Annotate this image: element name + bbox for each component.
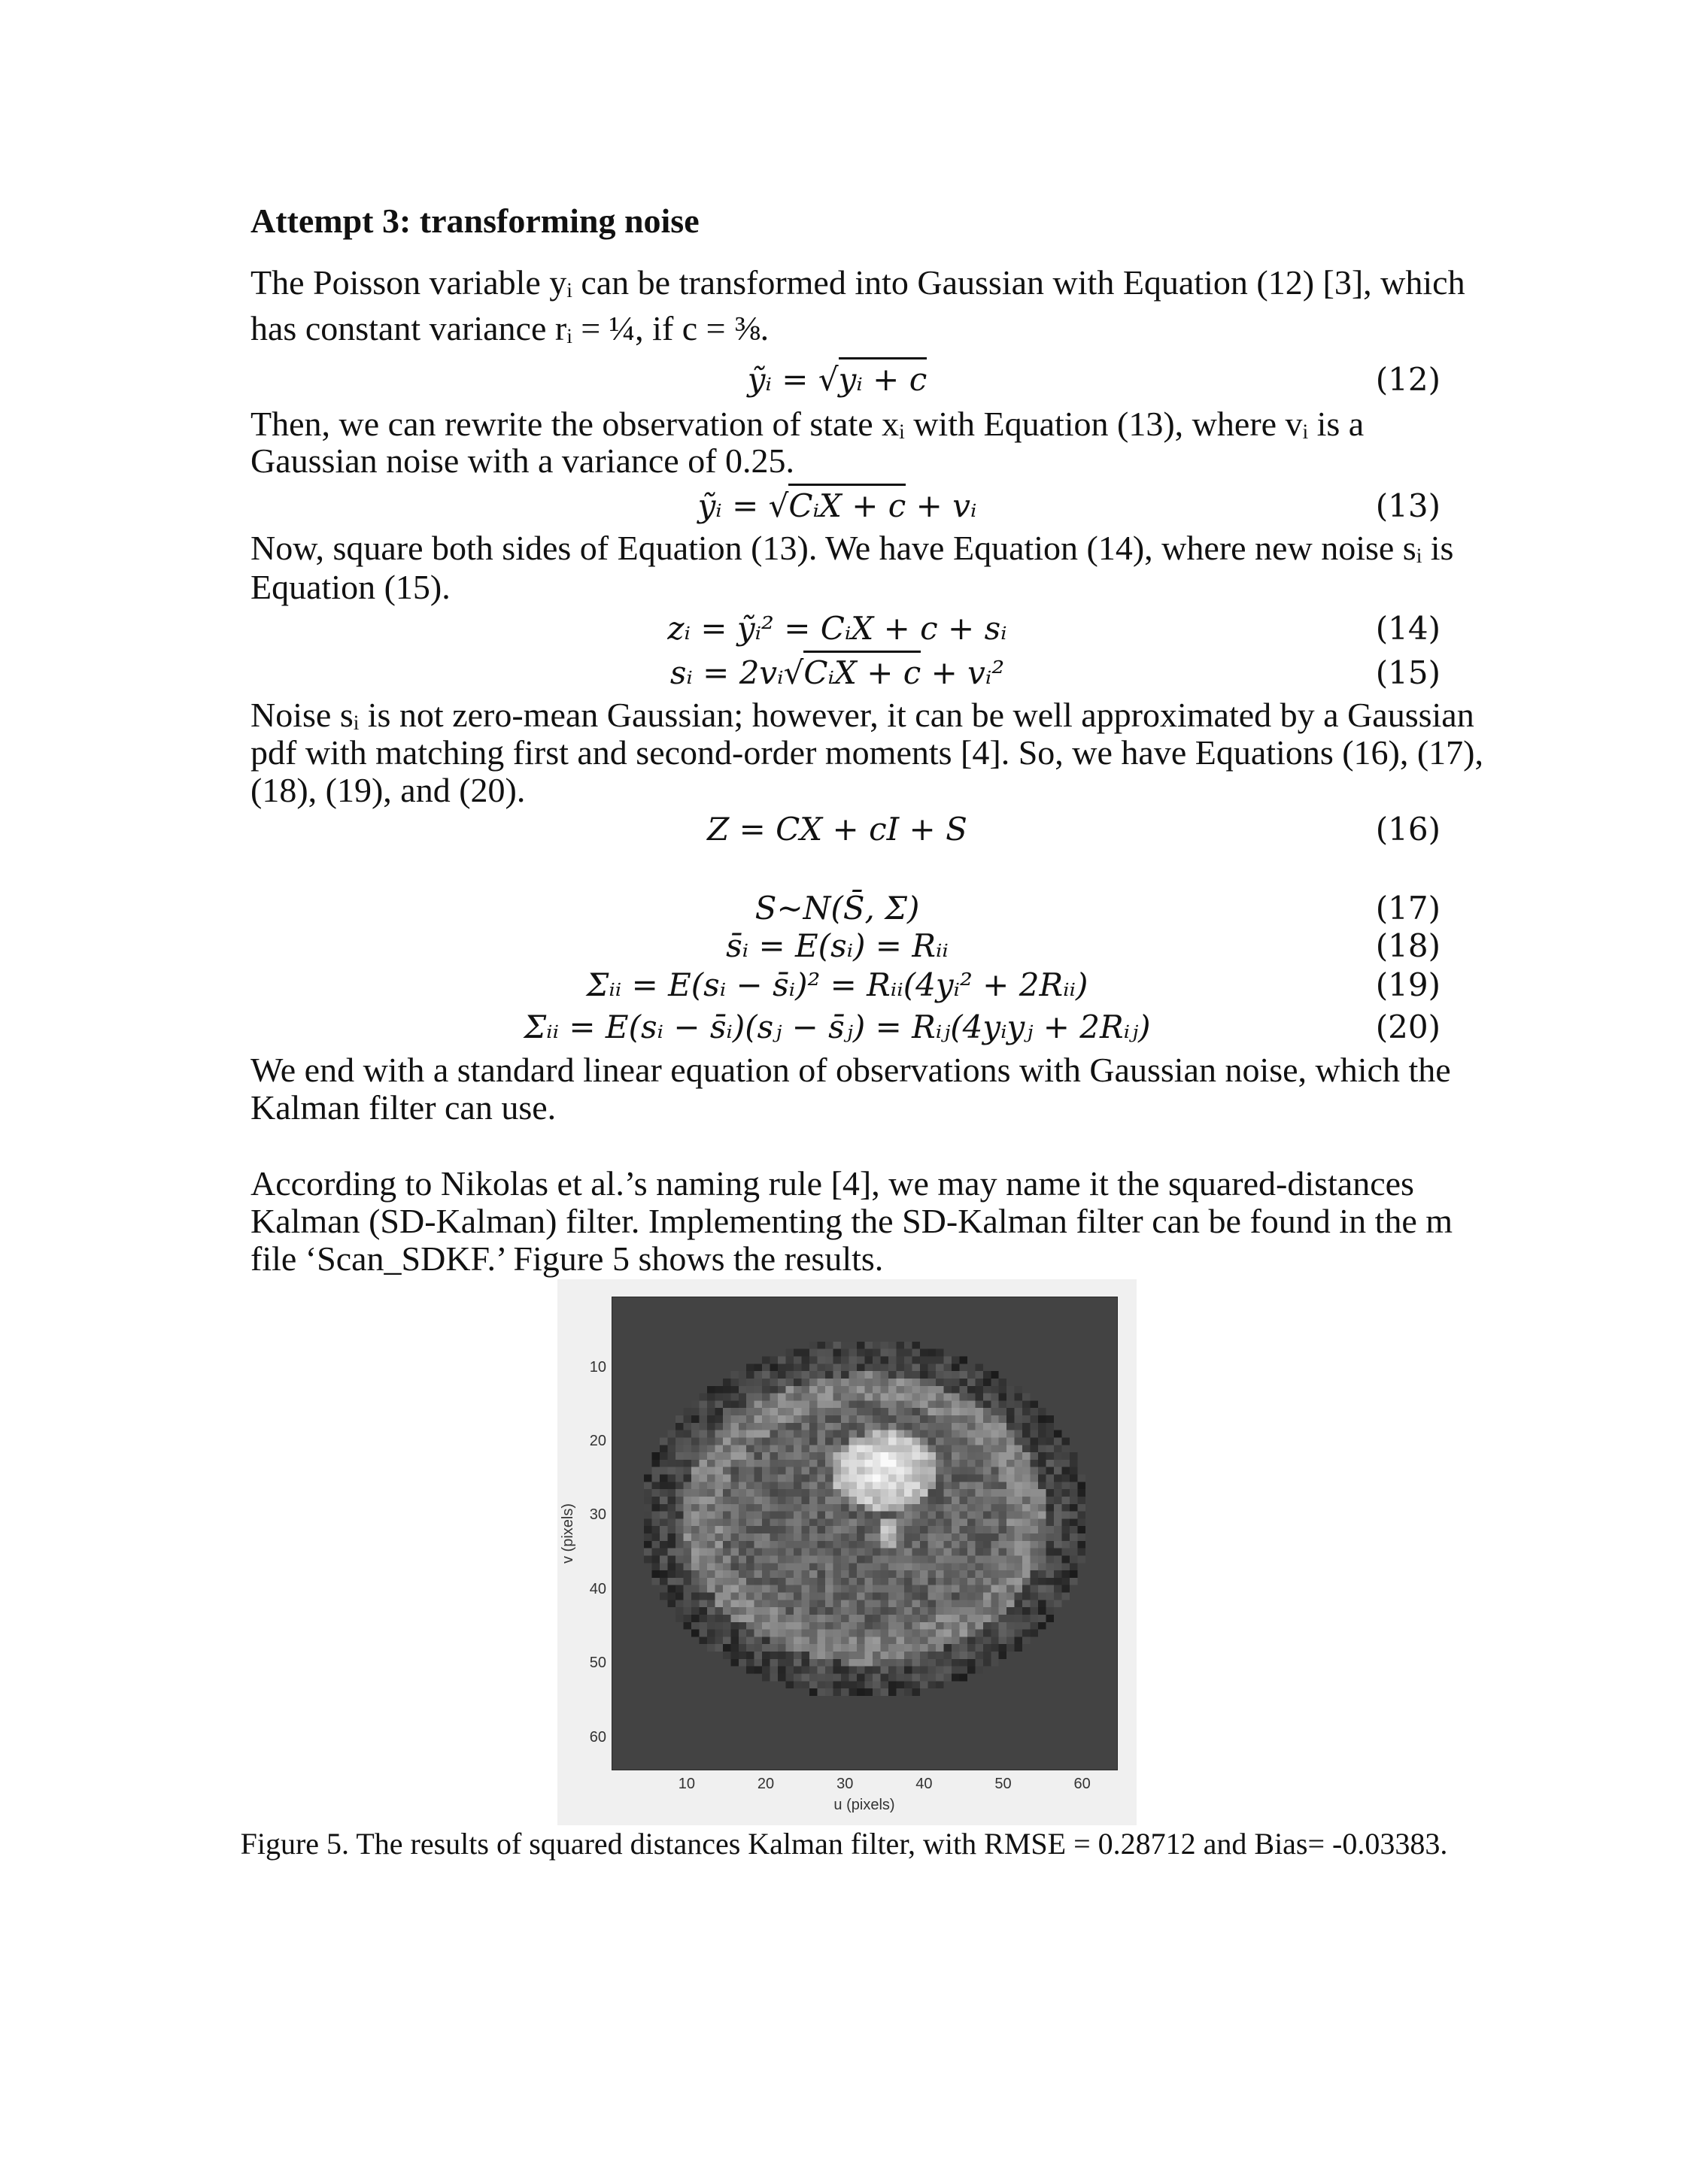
paragraph-line: We end with a standard linear equation of observations with Gaussian noise, which the	[250, 1051, 1451, 1089]
equation-number: (20)	[1375, 1009, 1441, 1045]
equation-number: (15)	[1375, 654, 1441, 691]
y-tick-label: 30	[589, 1506, 606, 1524]
equation-15	[250, 656, 1441, 690]
equation-part: ỹᵢ = √	[747, 361, 839, 398]
equation-body	[348, 362, 1326, 397]
equation-body	[348, 812, 1326, 847]
paragraph-line: Gaussian noise with a variance of 0.25.	[250, 441, 795, 480]
paragraph-line: (18), (19), and (20).	[250, 771, 526, 809]
y-tick-label: 60	[589, 1728, 606, 1746]
x-axis-label: u (pixels)	[833, 1797, 895, 1813]
figure-caption: Figure 5. The results of squared distances Kalman filter, with RMSE = 0.28712 and Bias= -0.03383.	[240, 1827, 1448, 1861]
paragraph-line: has constant variance rᵢ = ¼, if c = ⅜.	[250, 309, 770, 347]
paragraph-line: Now, square both sides of Equation (13). We have Equation (14), where new noise sᵢ is	[250, 529, 1454, 567]
x-tick-label: 20	[757, 1776, 775, 1792]
paragraph-line: According to Nikolas et al.’s naming rule [4], we may name it the squared-distances	[250, 1164, 1414, 1203]
radicand: CᵢX + c	[803, 651, 921, 691]
x-tick-label: 30	[836, 1776, 854, 1792]
equation-number: (17)	[1375, 890, 1441, 927]
radicand: yᵢ + c	[839, 357, 927, 398]
paragraph-line: pdf with matching first and second-order moments [4]. So, we have Equations (16), (17),	[250, 733, 1483, 772]
equation-part: zᵢ = ỹᵢ² = CᵢX + c + sᵢ	[667, 610, 1007, 647]
equation-number: (13)	[1375, 487, 1441, 524]
figure-5	[557, 1279, 1137, 1825]
equation-body	[348, 929, 1326, 963]
equation-body	[348, 489, 1326, 523]
y-tick-label: 40	[589, 1580, 606, 1597]
equation-16	[250, 812, 1441, 847]
equation-part: S~N(S̄, Σ)	[754, 890, 920, 927]
equation-part: Z = CX + cI + S	[707, 811, 967, 848]
equation-number: (19)	[1375, 966, 1441, 1003]
equation-body	[348, 611, 1326, 646]
x-tick-label: 50	[994, 1776, 1012, 1792]
equation-part: Σᵢᵢ = E(sᵢ − s̄ᵢ)² = Rᵢᵢ(4yᵢ² + 2Rᵢᵢ)	[586, 966, 1088, 1003]
paragraph-line: Kalman filter can use.	[250, 1088, 557, 1127]
equation-number: (12)	[1375, 361, 1441, 398]
image-axes	[612, 1297, 1118, 1770]
x-tick-label: 10	[678, 1776, 696, 1792]
paragraph-line: Then, we can rewrite the observation of state xᵢ with Equation (13), where vᵢ is a	[250, 405, 1365, 443]
paragraph-line: Noise sᵢ is not zero-mean Gaussian; however, it can be well approximated by a Gaussian	[250, 696, 1474, 734]
equation-14	[250, 611, 1441, 646]
equation-body	[348, 891, 1326, 926]
equation-17	[250, 891, 1441, 926]
y-tick-label: 10	[589, 1358, 606, 1376]
paragraph-line: Kalman (SD-Kalman) filter. Implementing the SD-Kalman filter can be found in the m	[250, 1202, 1453, 1240]
y-axis-label: v (pixels)	[560, 1503, 576, 1564]
y-tick-label: 20	[589, 1432, 606, 1449]
equation-body	[348, 656, 1326, 690]
equation-20	[250, 1010, 1441, 1045]
equation-body	[348, 968, 1326, 1003]
paragraph-line: file ‘Scan_SDKF.’ Figure 5 shows the results.	[250, 1239, 884, 1278]
paragraph-line: The Poisson variable yᵢ can be transformed into Gaussian with Equation (12) [3], which	[250, 263, 1465, 302]
equation-number: (14)	[1375, 610, 1441, 647]
y-tick-label: 50	[589, 1655, 606, 1672]
equation-body	[348, 1010, 1326, 1045]
equation-part: Σᵢᵢ = E(sᵢ − s̄ᵢ)(sⱼ − s̄ⱼ) = Rᵢⱼ(4yᵢyⱼ + 2Rᵢⱼ)	[524, 1009, 1151, 1045]
x-tick-label: 40	[915, 1776, 933, 1792]
equation-number: (16)	[1375, 811, 1441, 848]
equation-number: (18)	[1375, 927, 1441, 964]
equation-part: + vᵢ²	[921, 654, 1005, 691]
equation-19	[250, 968, 1441, 1003]
paragraph-line: Equation (15).	[250, 568, 451, 606]
reconstructed-image	[612, 1297, 1117, 1770]
equation-part: ỹᵢ = √	[697, 487, 789, 524]
equation-13	[250, 489, 1441, 523]
equation-12	[250, 362, 1441, 397]
x-tick-label: 60	[1073, 1776, 1091, 1792]
section-title: Attempt 3: transforming noise	[250, 202, 700, 240]
equation-part: + vᵢ	[906, 487, 977, 524]
equation-part: sᵢ = 2vᵢ√	[669, 654, 804, 691]
radicand: CᵢX + c	[788, 484, 906, 524]
equation-part: s̄ᵢ = E(sᵢ) = Rᵢᵢ	[726, 927, 949, 964]
equation-18	[250, 929, 1441, 963]
